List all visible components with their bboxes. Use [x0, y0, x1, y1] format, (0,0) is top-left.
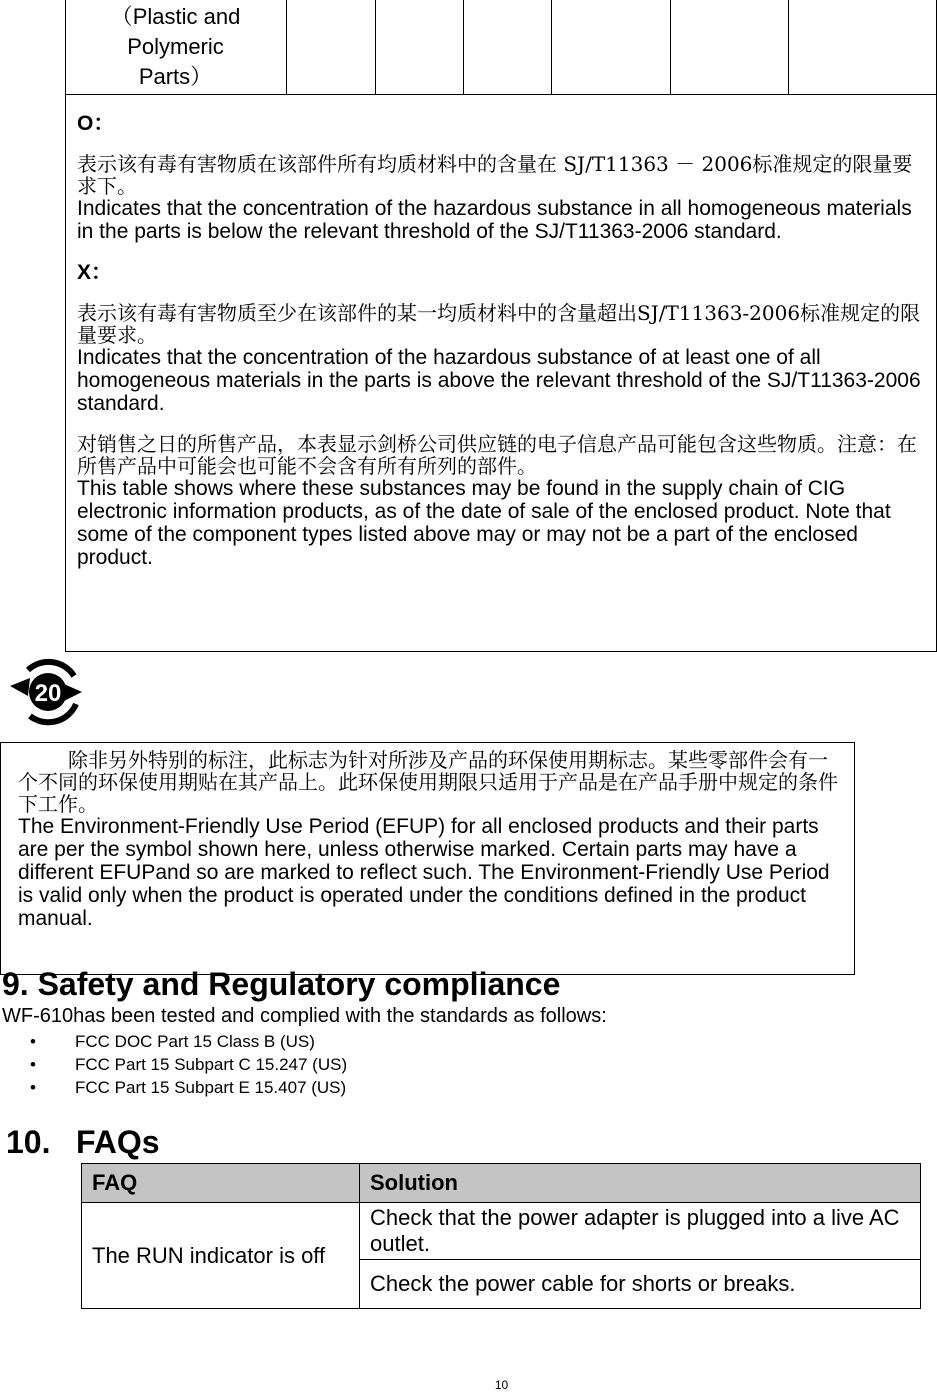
- faq-table: [81, 1163, 921, 1309]
- header-faq: FAQ: [82, 1164, 360, 1203]
- list-item: [0, 1030, 347, 1053]
- list-item: [0, 1053, 347, 1076]
- column-divider: [375, 0, 376, 94]
- standards-list: [0, 1030, 347, 1099]
- supply-chain-note-cn: 对销售之日的所售产品，本表显示剑桥公司供应链的电子信息产品可能包含这些物质。注意：在所售产品中可能会也可能不会含有所有所列的部件。: [77, 432, 917, 478]
- row-divider: [65, 94, 936, 95]
- table-row: [82, 1203, 921, 1260]
- efup-logo-number: 20: [34, 680, 62, 707]
- o-symbol: O：: [77, 112, 115, 135]
- table-header-row: [82, 1164, 921, 1203]
- solution-cell: Check that the power adapter is plugged into a live AC outlet.: [360, 1203, 921, 1260]
- bullet: •: [30, 1078, 36, 1097]
- page-number: 10: [494, 1378, 509, 1392]
- column-divider: [463, 0, 464, 94]
- bullet: •: [30, 1032, 36, 1051]
- standard-text: FCC Part 15 Subpart C 15.247 (US): [75, 1055, 348, 1074]
- column-divider: [551, 0, 552, 94]
- efup-statement-box: [0, 742, 855, 975]
- faq-cell: The RUN indicator is off: [82, 1203, 360, 1309]
- o-description-cn: 表示该有毒有害物质在该部件所有均质材料中的含量在 SJ/T11363 － 2006标准规定的限量要求下。: [77, 152, 913, 198]
- efup-text-cn: 除非另外特别的标注，此标志为针对所涉及产品的环保使用期标志。某些零部件会有一个不同的环保使用期贴在其产品上。此环保使用期限只适用于产品是在产品手册中规定的条件下工作。: [18, 748, 838, 816]
- section-10-heading: [6, 1122, 160, 1162]
- section-number: 10.: [6, 1124, 51, 1160]
- x-symbol: X：: [77, 261, 113, 284]
- supply-chain-note-en: This table shows where these substances may be found in the supply chain of CIG electronic information products, as of the date of sale of the enclosed product. Note that some of the component types listed above may or may not be a part of the enclosed product.: [77, 477, 891, 569]
- o-description-en: Indicates that the concentration of the hazardous substance in all homogeneous materials in the parts is below the relevant threshold of the SJ/T11363-2006 standard.: [77, 197, 912, 243]
- list-item: [0, 1076, 347, 1099]
- x-description-en: Indicates that the concentration of the hazardous substance of at least one of all homogeneous materials in the parts is above the relevant threshold of the SJ/T11363-2006 standard.: [77, 346, 921, 415]
- section-9-heading: 9. Safety and Regulatory compliance: [2, 966, 561, 1002]
- column-divider: [788, 0, 789, 94]
- header-solution: Solution: [360, 1164, 921, 1203]
- efup-20-logo-icon: [6, 656, 86, 726]
- x-description-cn: 表示该有毒有害物质至少在该部件的某一均质材料中的含量超出SJ/T11363-2006标准规定的限量要求。: [77, 301, 921, 347]
- solution-cell: Check the power cable for shorts or breaks.: [360, 1260, 921, 1309]
- standard-text: FCC DOC Part 15 Class B (US): [75, 1032, 315, 1051]
- section-title: FAQs: [76, 1124, 160, 1160]
- bullet: •: [30, 1055, 36, 1074]
- hazardous-substance-table: [65, 0, 937, 652]
- table-notes: [77, 112, 927, 587]
- column-divider: [670, 0, 671, 94]
- standard-text: FCC Part 15 Subpart E 15.407 (US): [75, 1078, 347, 1097]
- part-name-cell: （Plastic and Polymeric Parts）: [110, 4, 241, 89]
- efup-text-en: The Environment-Friendly Use Period (EFUP) for all enclosed products and their parts are per the symbol shown here, unless otherwise marked. Certain parts may have a different EFUPand so are marked to reflect such. The Environment-Friendly Use Period is valid only when the product is operated under the conditions defined in the product manual.: [18, 815, 830, 930]
- column-divider: [286, 0, 287, 94]
- section-9-intro: WF-610has been tested and complied with the standards as follows:: [2, 1005, 607, 1027]
